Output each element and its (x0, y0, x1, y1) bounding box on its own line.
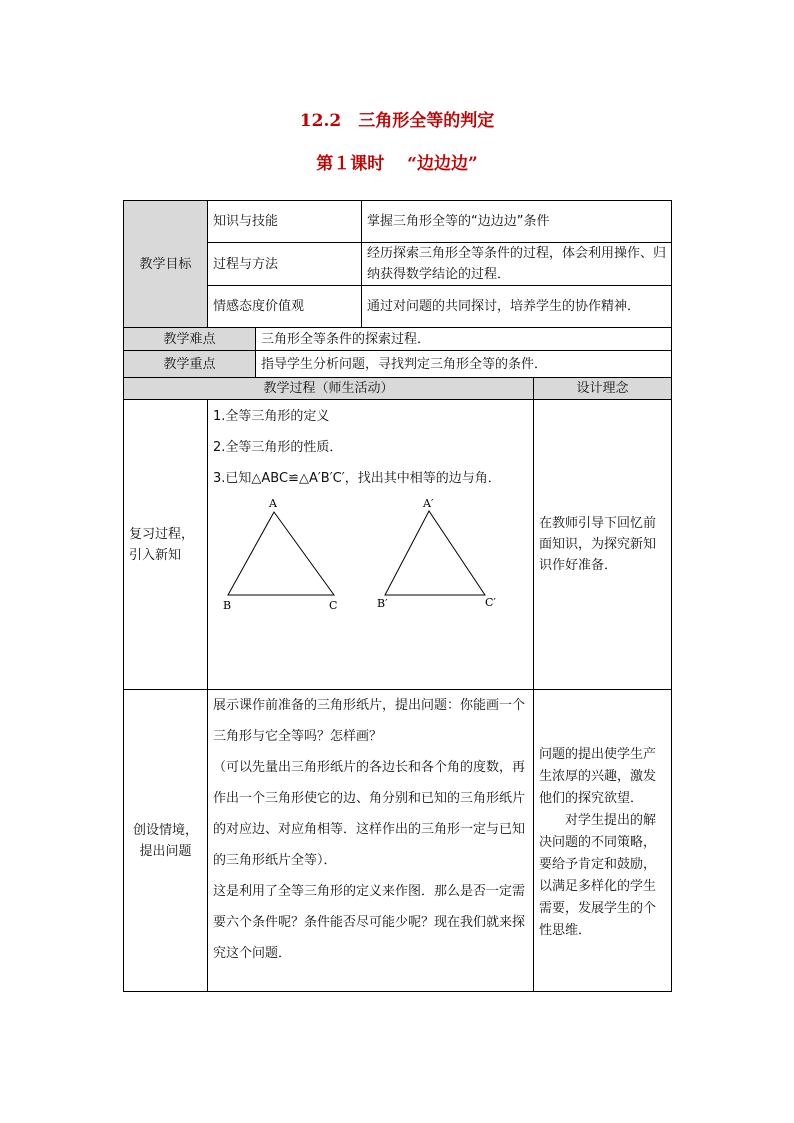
triangle-abc-prime (385, 511, 485, 595)
vertex-label: C (329, 599, 338, 612)
vertex-label: A (269, 497, 277, 510)
difficulty-content: 三角形全等条件的探索过程． (256, 328, 672, 351)
scenario-paragraph: 这是利用了全等三角形的定义来作图．那么是否一定需要六个条件呢？条件能否尽可能少呢？现在我们就来探究这个问题． (213, 884, 526, 961)
lesson-subtitle: 第１课时 “边边边” (316, 154, 478, 174)
review-item: 2.全等三角形的性质． (213, 440, 343, 455)
page-title: 12.2 三角形全等的判定 (299, 111, 495, 131)
keypoint-content: 指导学生分析问题，寻找判定三角形全等的条件． (256, 351, 672, 378)
design-header: 设计理念 (534, 378, 672, 400)
scenario-notes (534, 690, 672, 992)
objective-content: 掌握三角形全等的“边边边”条件 (362, 201, 672, 243)
review-content (208, 400, 534, 690)
vertex-label: A′ (423, 497, 434, 510)
objective-category: 知识与技能 (208, 201, 362, 243)
objectives-label: 教学目标 (124, 201, 208, 328)
vertex-label: B′ (377, 597, 388, 610)
vertex-label: B (223, 599, 232, 612)
keypoint-label: 教学重点 (124, 351, 256, 378)
objective-content: 经历探索三角形全等条件的过程，体会利用操作、归纳获得数学结论的过程． (362, 243, 672, 286)
objective-category: 情感态度价值观 (208, 286, 362, 328)
scenario-stage: 创设情境，提出问题 (124, 690, 208, 992)
process-header: 教学过程（师生活动） (124, 378, 534, 400)
review-item: 3.已知△ABC≌△A′B′C′，找出其中相等的边与角． (213, 471, 501, 486)
scenario-paragraph: 展示课作前准备的三角形纸片，提出问题：你能画一个三角形与它全等吗？怎样画？ (213, 698, 526, 744)
review-item: 1.全等三角形的定义 (213, 409, 330, 424)
scenario-content (208, 690, 534, 992)
objective-content: 通过对问题的共同探讨，培养学生的协作精神． (362, 286, 672, 328)
triangle-abc (228, 512, 334, 595)
vertex-label: C′ (485, 596, 496, 609)
objective-category: 过程与方法 (208, 243, 362, 286)
scenario-note: 对学生提出的解决问题的不同策略，要给予肯定和鼓励，以满足多样化的学生需要，发展学生的个性思维． (539, 812, 657, 938)
congruent-triangles-figure (213, 494, 533, 619)
difficulty-label: 教学难点 (124, 328, 256, 351)
lesson-plan-table (123, 200, 672, 992)
scenario-note: 问题的提出使学生产生浓厚的兴趣，激发他们的探究欲望． (539, 746, 657, 806)
review-note: 在教师引导下回忆前面知识，为探究新知识作好准备． (534, 400, 672, 690)
review-stage: 复习过程，引入新知 (124, 400, 208, 690)
scenario-paragraph: （可以先量出三角形纸片的各边长和各个角的度数，再作出一个三角形使它的边、角分别和已知的三角形纸片的对应边、对应角相等．这样作出的三角形一定与已知的三角形纸片全等）． (213, 760, 526, 868)
